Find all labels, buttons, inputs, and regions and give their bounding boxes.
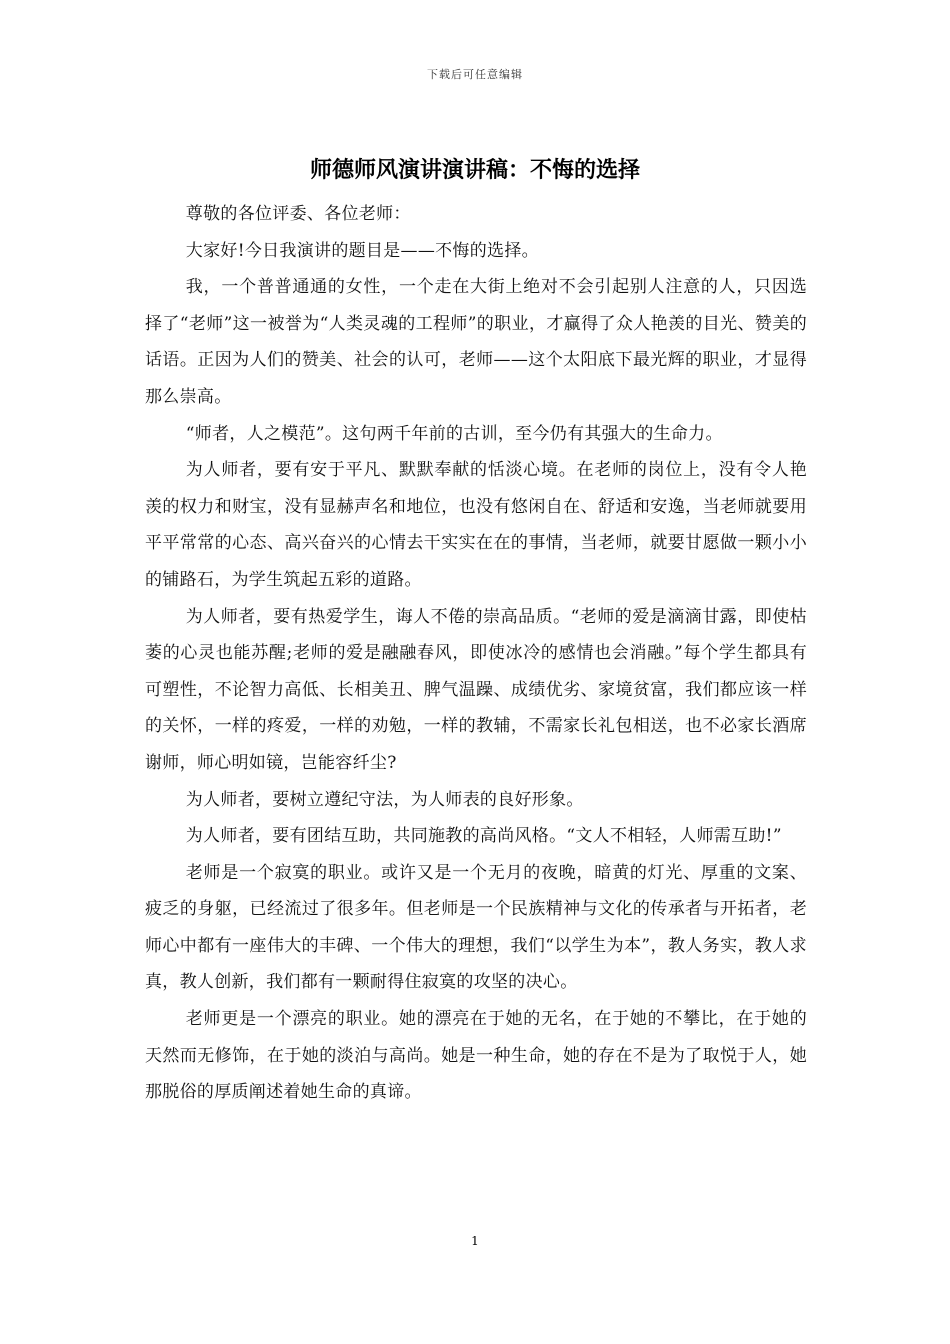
paragraph: 老师更是一个漂亮的职业。她的漂亮在于她的无名，在于她的不攀比，在于她的天然而无修饰，在于她的淡泊与高尚。她是一种生命，她的存在不是为了取悦于人，她那脱俗的厚质阐述着她生命的真谛。 (145, 1009, 807, 1103)
paragraph: 为人师者，要有热爱学生，诲人不倦的崇高品质。“老师的爱是滴滴甘露，即使枯萎的心灵也能苏醒;老师的爱是融融春风，即使冰冷的感情也会消融。”每个学生都具有可塑性，不论智力高低、长相美丑、脾气温躁、成绩优劣、家境贫富，我们都应该一样的关怀，一样的疼爱，一样的劝勉，一样的教辅，不需家长礼包相送，也不必家长酒席谢师，师心明如镜，岂能容纤尘? (145, 606, 807, 773)
paragraph: 老师是一个寂寞的职业。或许又是一个无月的夜晚，暗黄的灯光、厚重的文案、疲乏的身躯，已经流过了很多年。但老师是一个民族精神与文化的传承者与开拓者，老师心中都有一座伟大的丰碑、一个伟大的理想，我们“以学生为本”，教人务实，教人求真，教人创新，我们都有一颗耐得住寂寞的攻坚的决心。 (145, 862, 807, 993)
header-note: 下载后可任意编辑 (427, 68, 523, 81)
document-title: 师德师风演讲演讲稿：不悔的选择 (309, 157, 640, 183)
paragraph: “师者，人之模范”。这句两千年前的古训，至今仍有其强大的生命力。 (185, 423, 723, 444)
paragraph: 尊敬的各位评委、各位老师： (185, 204, 411, 224)
paragraph: 大家好!今日我演讲的题目是——不悔的选择。 (185, 240, 539, 261)
paragraph: 为人师者，要有安于平凡、默默奉献的恬淡心境。在老师的岗位上，没有令人艳羡的权力和财宝，没有显赫声名和地位，也没有悠闲自在、舒适和安逸，当老师就要用平平常常的心态、高兴奋兴的心情去干实实在在的事情，当老师，就要甘愿做一颗小小的铺路石，为学生筑起五彩的道路。 (145, 460, 807, 590)
paragraph: 为人师者，要有团结互助，共同施教的高尚风格。“文人不相轻，人师需互助!” (185, 826, 782, 847)
paragraph: 为人师者，要树立遵纪守法，为人师表的良好形象。 (185, 789, 584, 810)
page-number: 1 (471, 1234, 479, 1248)
document-body (145, 196, 807, 1111)
paragraph: 我，一个普普通通的女性，一个走在大街上绝对不会引起别人注意的人，只因选择了“老师”这一被誉为“人类灵魂的工程师”的职业，才赢得了众人艳羡的目光、赞美的话语。正因为人们的赞美、社会的认可，老师——这个太阳底下最光辉的职业，才显得那么崇高。 (145, 277, 807, 407)
